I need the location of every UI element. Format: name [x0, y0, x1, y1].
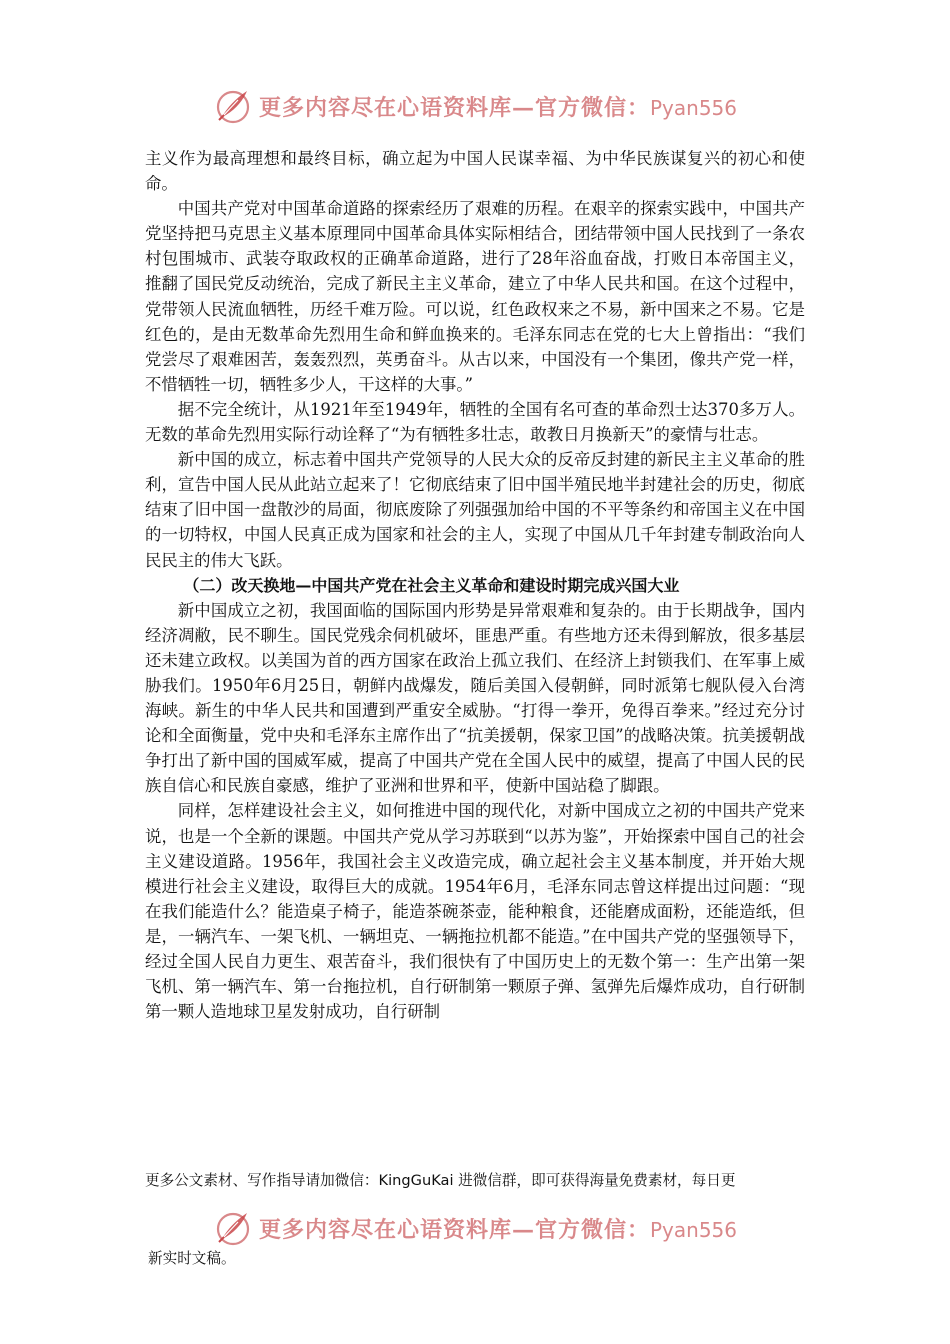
feather-logo-icon — [213, 86, 253, 126]
header-banner — [0, 84, 950, 128]
paragraph-continuation: 主义作为最高理想和最终目标，确立起为中国人民谋幸福、为中华民族谋复兴的初心和使命。 — [145, 149, 805, 194]
paragraph: 中国共产党对中国革命道路的探索经历了艰难的历程。在艰辛的探索实践中，中国共产党坚持把马克思主义基本原理同中国革命具体实际相结合，团结带领中国人民找到了一条农村包围城市、武装夺取政权的正确革命道路，进行了28年浴血奋战，打败日本帝国主义，推翻了国民党反动统治，完成了新民主主义革命，建立了中华人民共和国。在这个过程中，党带领人民流血牺牲，历经千难万险。可以说，红色政权来之不易，新中国来之不易。它是红色的，是由无数革命先烈用生命和鲜血换来的。毛泽东同志在党的七大上曾指出：“我们党尝尽了艰难困苦，轰轰烈烈，英勇奋斗。从古以来，中国没有一个集团，像共产党一样，不惜牺牲一切，牺牲多少人，干这样的大事。” — [145, 199, 805, 394]
paragraph: 新中国成立之初，我国面临的国际国内形势是异常艰难和复杂的。由于长期战争，国内经济凋敝，民不聊生。国民党残余伺机破坏，匪患严重。有些地方还未得到解放，很多基层还未建立政权。以美国为首的西方国家在政治上孤立我们、在经济上封锁我们、在军事上威胁我们。1950年6月25日，朝鲜内战爆发，随后美国入侵朝鲜，同时派第七舰队侵入台湾海峡。新生的中华人民共和国遭到严重安全威胁。“打得一拳开，免得百拳来。”经过充分讨论和全面衡量，党中央和毛泽东主席作出了“抗美援朝，保家卫国”的战略决策。抗美援朝战争打出了新中国的国威军威，提高了中国共产党在全国人民中的威望，提高了中国人民的民族自信心和民族自豪感，维护了亚洲和世界和平，使新中国站稳了脚跟。 — [145, 600, 805, 796]
footer-promo-text: 更多公文素材、写作指导请加微信：KingGuKai 进微信群，即可获得海量免费素材，每日更 — [145, 1172, 736, 1189]
banner-inner — [213, 1208, 737, 1248]
document-body — [145, 146, 805, 1024]
paragraph: 同样，怎样建设社会主义，如何推进中国的现代化，对新中国成立之初的中国共产党来说，也是一个全新的课题。中国共产党从学习苏联到“以苏为鉴”，开始探索中国自己的社会主义建设道路。1956年，我国社会主义改造完成，确立起社会主义基本制度，并开始大规模进行社会主义建设，取得巨大的成就。1954年6月，毛泽东同志曾这样提出过问题：“现在我们能造什么？能造桌子椅子，能造茶碗茶壶，能种粮食，还能磨成面粉，还能造纸，但是，一辆汽车、一架飞机、一辆坦克、一辆拖拉机都不能造。”在中国共产党的坚强领导下，经过全国人民自力更生、艰苦奋斗，我们很快有了中国历史上的无数个第一：生产出第一架飞机、第一辆汽车、第一台拖拉机，自行研制第一颗原子弹、氢弹先后爆炸成功，自行研制第一颗人造地球卫星发射成功，自行研制 — [145, 801, 805, 1022]
banner-text: 更多内容尽在心语资料库—官方微信：Pyan556 — [258, 1216, 738, 1243]
banner-inner — [213, 86, 737, 126]
banner-text: 更多内容尽在心语资料库—官方微信：Pyan556 — [258, 94, 738, 121]
footer-banner — [0, 1206, 950, 1250]
feather-logo-icon — [213, 1208, 253, 1248]
paragraph: 据不完全统计，从1921年至1949年，牺牲的全国有名可查的革命烈士达370多万人。无数的革命先烈用实际行动诠释了“为有牺牲多壮志，敢教日月换新天”的豪情与壮志。 — [145, 399, 805, 445]
banner-wechat-id: Pyan556 — [650, 1217, 738, 1242]
section-heading: （二）改天换地—中国共产党在社会主义革命和建设时期完成兴国大业 — [183, 575, 680, 595]
banner-wechat-id: Pyan556 — [650, 95, 738, 120]
footer-promo-text-end: 新实时文稿。 — [148, 1250, 236, 1267]
paragraph: 新中国的成立，标志着中国共产党领导的人民大众的反帝反封建的新民主主义革命的胜利，宣告中国人民从此站立起来了！它彻底结束了旧中国半殖民地半封建社会的历史，彻底结束了旧中国一盘散沙的局面，彻底废除了列强强加给中国的不平等条约和帝国主义在中国的一切特权，中国人民真正成为国家和社会的主人，实现了中国从几千年封建专制政治向人民民主的伟大飞跃。 — [145, 450, 805, 570]
